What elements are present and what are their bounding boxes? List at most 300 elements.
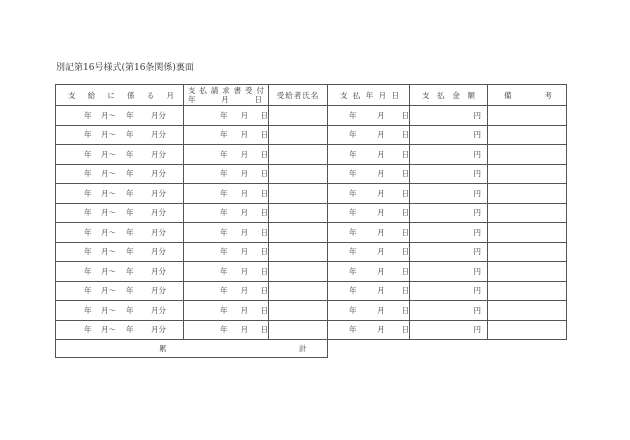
yen-label: 円 [473,227,481,237]
payment-amount-entry [410,129,487,140]
payment-date-entry [328,110,409,121]
year-label: 年 [220,247,228,257]
month-label: 月 [240,305,249,315]
month-to-label: 月〜 [101,266,116,276]
cell-pay-month[interactable] [56,184,184,204]
claim-date-entry [184,168,268,179]
cell-claim-receipt-date[interactable] [184,184,269,204]
claim-date-entry [184,285,268,296]
payment-amount-entry [410,207,487,218]
cell-pay-month[interactable] [56,242,184,262]
total-label-right: 計 [299,344,307,353]
claim-date-entry [184,227,268,238]
payment-date-entry [328,168,409,179]
payment-amount-entry [410,168,487,179]
cell-payment-date[interactable] [328,145,410,165]
month-label: 月 [377,149,385,159]
pay-month-entry [56,129,183,140]
claim-date-entry [184,266,268,277]
cell-pay-month[interactable] [56,145,184,165]
cell-claim-receipt-date[interactable] [184,262,269,282]
cell-claim-receipt-date[interactable] [184,164,269,184]
payment-ledger-table [55,84,567,358]
month-portion-label: 月分 [151,227,166,237]
pay-month-entry [56,207,183,218]
cell-payment-date[interactable] [328,262,410,282]
year-label: 年 [349,110,357,120]
year-label: 年 [84,208,92,218]
month-portion-label: 月分 [151,188,166,198]
month-to-label: 月〜 [101,305,116,315]
cell-pay-month[interactable] [56,281,184,301]
header-claim-line1-char: 受 [245,86,253,95]
month-label: 月 [377,110,385,120]
cell-claim-receipt-date[interactable] [184,242,269,262]
payment-amount-entry [410,266,487,277]
month-label: 月 [240,110,249,120]
form-title: 別記第16号様式(第16条関係)裏面 [56,63,194,73]
day-label: 日 [260,149,268,159]
header-claim-line1-char: 請 [210,86,219,95]
cell-payment-amount[interactable] [410,184,488,204]
table-row [56,125,567,145]
header-claim-line2-char: 日 [254,95,262,104]
claim-date-entry [184,129,268,140]
year-label: 年 [84,110,92,120]
month-label: 月 [377,130,385,140]
year-label: 年 [220,169,228,179]
cell-claim-receipt-date[interactable] [184,106,269,126]
month-label: 月 [377,325,385,335]
month-portion-label: 月分 [151,149,166,159]
year-label: 年 [220,130,228,140]
cell-payment-date[interactable] [328,242,410,262]
cell-claim-receipt-date[interactable] [184,320,269,340]
year-label: 年 [126,149,134,159]
pay-month-entry [56,266,183,277]
cell-claim-receipt-date[interactable] [184,125,269,145]
month-to-label: 月〜 [101,149,116,159]
cell-pay-month[interactable] [56,125,184,145]
table-row [56,301,567,321]
payment-amount-entry [410,305,487,316]
total-label-left: 累 [159,344,167,353]
claim-date-entry [184,110,268,121]
year-label: 年 [349,130,357,140]
payment-amount-entry [410,188,487,199]
cell-remarks[interactable] [488,106,567,126]
cell-payment-amount[interactable] [410,242,488,262]
month-label: 月 [377,247,385,257]
yen-label: 円 [473,169,481,179]
claim-date-entry [184,149,268,160]
day-label: 日 [401,149,409,159]
header-pay-date-char: 年 [365,90,374,100]
cell-payment-date[interactable] [328,125,410,145]
cell-claim-receipt-date[interactable] [184,223,269,243]
cell-pay-month[interactable] [56,164,184,184]
day-label: 日 [401,188,409,198]
payment-date-entry [328,246,409,257]
cell-pay-month[interactable] [56,106,184,126]
cell-recipient-name[interactable] [269,242,328,262]
day-label: 日 [260,208,268,218]
header-claim-line1-char: 払 [199,86,207,95]
payment-date-entry [328,207,409,218]
month-to-label: 月〜 [101,286,116,296]
year-label: 年 [126,130,134,140]
header-claim-line1-char: 支 [188,86,196,95]
year-label: 年 [126,247,134,257]
table-row [56,281,567,301]
day-label: 日 [401,266,409,276]
yen-label: 円 [473,286,481,296]
month-to-label: 月〜 [101,325,116,335]
year-label: 年 [349,325,357,335]
cell-payment-amount[interactable] [410,320,488,340]
cell-payment-amount[interactable] [410,106,488,126]
table-row [56,164,567,184]
month-label: 月 [240,169,249,179]
month-portion-label: 月分 [151,169,166,179]
year-label: 年 [126,305,134,315]
header-recipient-label: 受給者氏名 [276,90,320,100]
month-label: 月 [240,188,249,198]
cell-claim-receipt-date[interactable] [184,301,269,321]
cell-remarks[interactable] [488,301,567,321]
pay-month-entry [56,246,183,257]
month-to-label: 月〜 [101,188,116,198]
cell-payment-amount[interactable] [410,223,488,243]
header-claim-receipt-date [184,85,269,106]
cell-recipient-name[interactable] [269,281,328,301]
yen-label: 円 [473,149,481,159]
year-label: 年 [126,266,134,276]
cell-payment-amount[interactable] [410,203,488,223]
yen-label: 円 [473,110,481,120]
day-label: 日 [260,110,268,120]
header-amount-char: 払 [437,90,445,100]
header-pay-date-char: 日 [391,90,399,100]
year-label: 年 [220,266,228,276]
table-row [56,145,567,165]
header-remarks-char: 備 [504,90,512,100]
cell-remarks[interactable] [488,145,567,165]
year-label: 年 [349,227,357,237]
header-pay-month-char: 給 [87,90,96,100]
payment-amount-entry [410,110,487,121]
month-portion-label: 月分 [151,208,166,218]
cell-remarks[interactable] [488,281,567,301]
cell-payment-date[interactable] [328,223,410,243]
payment-date-entry [328,266,409,277]
header-pay-month [56,85,184,106]
month-label: 月 [240,266,249,276]
cell-payment-date[interactable] [328,203,410,223]
cell-claim-receipt-date[interactable] [184,281,269,301]
month-to-label: 月〜 [101,227,116,237]
header-pay-date-char: 月 [378,90,387,100]
cell-payment-date[interactable] [328,106,410,126]
month-label: 月 [377,169,385,179]
month-portion-label: 月分 [151,325,166,335]
header-amount-char: 金 [452,90,460,100]
month-to-label: 月〜 [101,208,116,218]
year-label: 年 [126,325,134,335]
day-label: 日 [401,227,409,237]
year-label: 年 [84,305,92,315]
cell-recipient-name[interactable] [269,262,328,282]
payment-amount-entry [410,285,487,296]
day-label: 日 [260,247,268,257]
header-claim-line1-char: 付 [256,86,264,95]
yen-label: 円 [473,208,481,218]
year-label: 年 [84,266,92,276]
claim-date-entry [184,246,268,257]
cell-pay-month[interactable] [56,320,184,340]
cell-pay-month[interactable] [56,203,184,223]
pay-month-entry [56,227,183,238]
day-label: 日 [401,325,409,335]
year-label: 年 [220,286,228,296]
year-label: 年 [349,305,357,315]
day-label: 日 [401,286,409,296]
cell-claim-receipt-date[interactable] [184,203,269,223]
cell-remarks[interactable] [488,184,567,204]
year-label: 年 [126,188,134,198]
year-label: 年 [84,169,92,179]
year-label: 年 [84,286,92,296]
year-label: 年 [126,110,134,120]
year-label: 年 [349,286,357,296]
header-amount-char: 額 [467,90,475,100]
cell-payment-amount[interactable] [410,281,488,301]
month-portion-label: 月分 [151,286,166,296]
yen-label: 円 [473,130,481,140]
day-label: 日 [401,169,409,179]
header-recipient-name [269,85,328,106]
year-label: 年 [84,227,92,237]
cell-remarks[interactable] [488,223,567,243]
table-row [56,320,567,340]
header-pay-date-char: 支 [340,90,348,100]
header-pay-date-char: 払 [352,90,361,100]
year-label: 年 [220,325,228,335]
cell-payment-amount[interactable] [410,125,488,145]
month-portion-label: 月分 [151,247,166,257]
day-label: 日 [260,266,268,276]
month-label: 月 [240,149,249,159]
year-label: 年 [220,149,228,159]
day-label: 日 [260,286,268,296]
month-portion-label: 月分 [151,266,166,276]
claim-date-entry [184,207,268,218]
day-label: 日 [401,130,409,140]
table-row [56,262,567,282]
cell-recipient-name[interactable] [269,203,328,223]
month-label: 月 [377,188,385,198]
header-pay-month-char: 支 [68,90,76,100]
payment-date-entry [328,324,409,335]
yen-label: 円 [473,305,481,315]
pay-month-entry [56,188,183,199]
month-to-label: 月〜 [101,247,116,257]
year-label: 年 [349,169,357,179]
cell-remarks[interactable] [488,203,567,223]
year-label: 年 [84,247,92,257]
header-pay-month-char: 月 [166,90,174,100]
payment-date-entry [328,188,409,199]
claim-date-entry [184,324,268,335]
month-portion-label: 月分 [151,110,166,120]
day-label: 日 [260,188,268,198]
payment-date-entry [328,129,409,140]
month-label: 月 [240,325,249,335]
month-label: 月 [240,208,249,218]
year-label: 年 [84,188,92,198]
payment-date-entry [328,305,409,316]
cell-recipient-name[interactable] [269,125,328,145]
pay-month-entry [56,110,183,121]
day-label: 日 [401,208,409,218]
header-pay-month-char: に [107,90,115,100]
cell-payment-date[interactable] [328,320,410,340]
day-label: 日 [260,325,268,335]
table-row [56,184,567,204]
header-payment-amount [410,85,488,106]
month-portion-label: 月分 [151,305,166,315]
month-label: 月 [377,266,385,276]
month-portion-label: 月分 [151,130,166,140]
header-remarks-char: 考 [544,90,552,100]
table-row [56,106,567,126]
header-claim-line2-char: 年 [188,95,196,104]
year-label: 年 [220,110,228,120]
claim-date-entry [184,188,268,199]
cell-payment-date[interactable] [328,301,410,321]
month-to-label: 月〜 [101,130,116,140]
yen-label: 円 [473,325,481,335]
cell-claim-receipt-date[interactable] [184,145,269,165]
header-remarks [488,85,567,106]
year-label: 年 [349,149,357,159]
yen-label: 円 [473,188,481,198]
cell-recipient-name[interactable] [269,164,328,184]
cell-payment-date[interactable] [328,281,410,301]
cell-recipient-name[interactable] [269,301,328,321]
cell-recipient-name[interactable] [269,223,328,243]
pay-month-entry [56,305,183,316]
cell-pay-month[interactable] [56,262,184,282]
payment-date-entry [328,149,409,160]
month-label: 月 [377,208,385,218]
cell-remarks[interactable] [488,262,567,282]
day-label: 日 [401,247,409,257]
cell-payment-date[interactable] [328,164,410,184]
day-label: 日 [260,169,268,179]
day-label: 日 [260,305,268,315]
day-label: 日 [401,110,409,120]
month-label: 月 [377,227,385,237]
header-claim-line1-char: 求 [222,86,230,95]
year-label: 年 [126,169,134,179]
claim-date-entry [184,305,268,316]
cell-remarks[interactable] [488,125,567,145]
header-claim-line1-char: 書 [233,86,242,95]
year-label: 年 [84,325,92,335]
pay-month-entry [56,149,183,160]
cell-payment-amount[interactable] [410,145,488,165]
cell-payment-date[interactable] [328,184,410,204]
year-label: 年 [220,188,228,198]
cell-payment-amount[interactable] [410,301,488,321]
header-claim-line2-char: 月 [221,95,229,104]
table-row [56,203,567,223]
year-label: 年 [349,188,357,198]
year-label: 年 [220,208,228,218]
total-row [56,340,567,358]
cell-payment-amount[interactable] [410,262,488,282]
month-to-label: 月〜 [101,110,116,120]
cell-recipient-name[interactable] [269,106,328,126]
payment-date-entry [328,227,409,238]
cell-payment-amount[interactable] [410,164,488,184]
month-label: 月 [240,227,249,237]
month-label: 月 [377,305,385,315]
year-label: 年 [349,208,357,218]
cell-recipient-name[interactable] [269,184,328,204]
yen-label: 円 [473,247,481,257]
month-label: 月 [240,247,249,257]
header-pay-month-char: 係 [127,90,135,100]
month-to-label: 月〜 [101,169,116,179]
year-label: 年 [220,227,228,237]
day-label: 日 [260,227,268,237]
year-label: 年 [84,149,92,159]
pay-month-entry [56,285,183,296]
pay-month-entry [56,324,183,335]
cell-remarks[interactable] [488,242,567,262]
year-label: 年 [349,266,357,276]
year-label: 年 [349,247,357,257]
payment-amount-entry [410,246,487,257]
day-label: 日 [401,305,409,315]
payment-amount-entry [410,324,487,335]
year-label: 年 [126,286,134,296]
cell-remarks[interactable] [488,320,567,340]
cell-remarks[interactable] [488,164,567,184]
yen-label: 円 [473,266,481,276]
day-label: 日 [260,130,268,140]
payment-date-entry [328,285,409,296]
cell-pay-month[interactable] [56,301,184,321]
year-label: 年 [84,130,92,140]
year-label: 年 [220,305,228,315]
cell-pay-month[interactable] [56,223,184,243]
month-label: 月 [240,130,249,140]
month-label: 月 [240,286,249,296]
header-row [56,85,567,106]
payment-amount-entry [410,149,487,160]
pay-month-entry [56,168,183,179]
table-row [56,223,567,243]
header-pay-month-char: る [146,90,155,100]
cumulative-total-cell[interactable] [56,340,328,358]
cell-recipient-name[interactable] [269,320,328,340]
header-payment-date [328,85,410,106]
cell-recipient-name[interactable] [269,145,328,165]
year-label: 年 [126,208,134,218]
